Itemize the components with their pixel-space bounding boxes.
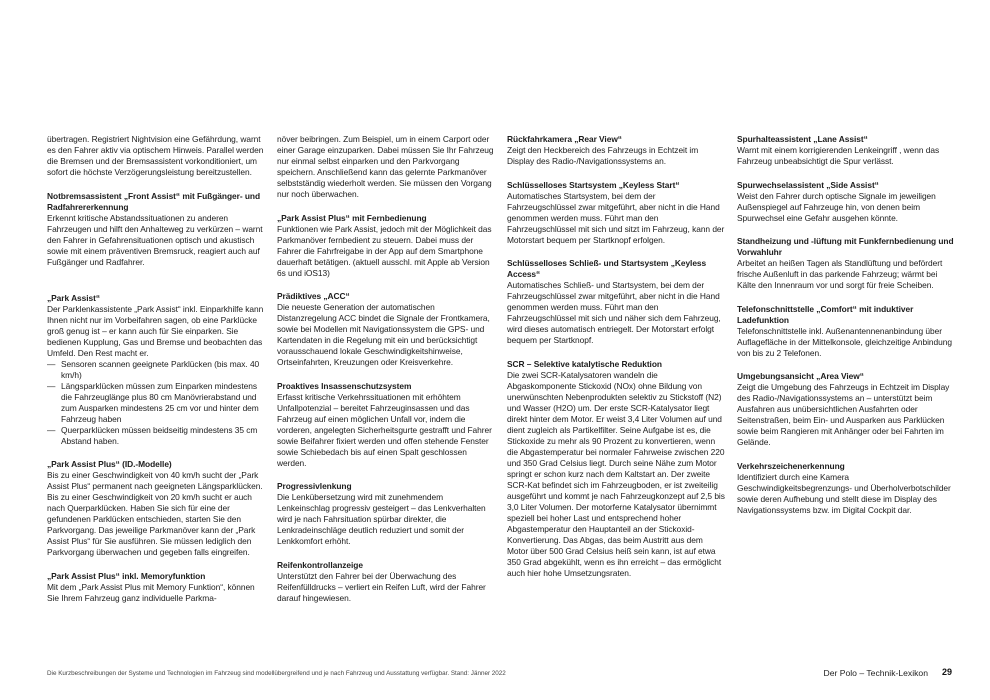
entry-auxiliary-heating: [737, 236, 955, 291]
entry-body: Erkennt kritische Abstandssituationen zu anderen Fahrzeugen und hilft den Anhalteweg zu verkürzen – warnt den Fahrer in Gefahrensituationen optisch und akustisch sowie mit einem präventiven Bremsruck, reagiert auch auf Fußgänger und Radfahrer.: [47, 212, 263, 267]
footer-disclaimer: Die Kurzbeschreibungen der Systeme und Technologien im Fahrzeug sind modellübergreifend und je nach Fahrzeug und Ausstattung verfügbar. Stand: Jänner 2022: [47, 670, 506, 677]
entry-traffic-sign-recognition: [737, 461, 955, 516]
entry-body: növer beibringen. Zum Beispiel, um in einem Carport oder einer Garage einzuparken. Dabei müssen Sie Ihr Fahrzeug nur einmal selbst einparken und den Parkvorgang speichern. Anschließend kann das gelernte Parkmanöver selbstständig wiederholt werden. Sie müssen den Vorgang nur noch überwachen.: [277, 134, 494, 199]
entry-progressive-steering: [277, 481, 495, 547]
entry-front-assist: [47, 191, 265, 268]
entry-predictive-acc: [277, 291, 495, 368]
entry-title: „Park Assist“: [47, 292, 101, 303]
entry-title: „Park Assist Plus“ inkl. Memoryfunktion: [47, 570, 206, 581]
entry-body: Telefonschnittstelle inkl. Außenantennenanbindung über Auflagefläche in der Mittelkonsole, gleichzeitige Anbindung von bis zu 2 Telefonen.: [737, 325, 952, 358]
entry-body: Automatisches Schließ- und Startsystem, bei dem der Fahrzeugschlüssel zwar mitgeführt, aber nicht in die Hand genommen werden muss. Führt man den Fahrzeugschlüssel mit sich und näher sich dem Fahrzeug, wird dieses automatisch entriegelt. Der Motorstart erfolgt bequem per Startknopf.: [507, 280, 721, 345]
entry-nightvision-continued: [47, 134, 265, 178]
entry-park-assist: [47, 293, 265, 447]
entry-title: Prädiktives „ACC“: [277, 291, 350, 301]
entry-body: Zeigt den Heckbereich des Fahrzeugs in Echtzeit im Display des Radio-/Navigationssystems an.: [507, 145, 699, 166]
entry-title: Schlüsselloses Schließ- und Startsystem „Keyless Access“: [507, 258, 707, 279]
entry-title: Telefonschnittstelle „Comfort“ mit induktiver Ladefunktion: [737, 303, 914, 325]
entry-phone-interface: [737, 304, 955, 359]
entry-body: Der Parklenkassistente „Park Assist“ inkl. Einparkhilfe kann Ihnen nicht nur im Vorbeifahren sagen, ob eine Parklücke groß genug ist – er kann auch für Sie einparken. Sie bedienen Kupplung, Gas und Bremse und beobachten das Umfeld. Den Rest macht er.: [47, 303, 264, 358]
entry-tyre-pressure-monitor: [277, 560, 495, 604]
bullet-item: — Sensoren scannen geeignete Parklücken (bis max. 40 km/h): [47, 358, 260, 380]
text-column-4: [737, 134, 955, 528]
entry-title: Spurwechselassistent „Side Assist“: [737, 179, 879, 190]
entry-title: „Park Assist Plus“ mit Fernbedienung: [277, 212, 427, 223]
entry-title: Spurhalteassistent „Lane Assist“: [737, 134, 868, 144]
entry-keyless-access: [507, 258, 725, 346]
entry-park-assist-plus-memory-continued: [277, 134, 495, 200]
entry-rear-view: [507, 134, 725, 167]
text-column-2: [277, 134, 495, 616]
entry-body: Erfasst kritische Verkehrssituationen mit erhöhtem Unfallpotenzial – bereitet Fahrzeuginsassen und das Fahrzeug auf einen möglichen Unfall vor, indem die vorderen, angelegten Sicherheitsgurte gestrafft und Fahrer sowie Beifahrer fixiert werden und offen stehende Fenster sowie Schiebedach bis auf einen Spalt geschlossen werden.: [277, 391, 492, 468]
entry-side-assist: [737, 180, 955, 224]
entry-title: Reifenkontrollanzeige: [277, 559, 363, 570]
entry-area-view: [737, 371, 955, 448]
entry-body: Die Lenkübersetzung wird mit zunehmendem Lenkeinschlag progressiv gesteigert – das Lenkverhalten wird je nach Fahrsituation spürbar direkter, die Lenkradeinschläge deutlich reduziert und somit der Lenkkomfort erhöht.: [277, 492, 486, 546]
entry-title: Rückfahrkamera „Rear View“: [507, 134, 622, 144]
entry-title: Standheizung und -lüftung mit Funkfernbedienung und Vorwahluhr: [737, 236, 954, 257]
entry-body: Funktionen wie Park Assist, jedoch mit der Möglichkeit das Parkmanöver fernbedient zu steuern. Dabei muss der Fahrer die Fahrfreigabe in der App auf dem Smartphone dauerhaft betätigen. (aktuell ausschl. mit Apple ab Version 6s und iOS13): [277, 223, 492, 278]
entry-keyless-start: [507, 180, 725, 246]
bullet-list: [47, 359, 265, 447]
entry-body: Automatisches Startsystem, bei dem der Fahrzeugschlüssel zwar mitgeführt, aber nicht in die Hand genommen werden muss. Führt man den Fahrzeugschlüssel mit sich und sitzt im Fahrzeug, kann der Motorstart bequem per Startknopf erfolgen.: [507, 190, 725, 245]
entry-body: Zeigt die Umgebung des Fahrzeugs in Echtzeit im Display des Radio-/Navigationssystems an – unterstützt beim Ausfahren aus unübersichtlichen Ausfahrten oder Seitenstraßen, beim Ein- und Ausparken aus Parklücken sowie beim Rangieren mit Anhänger oder bei Fahrten im Gelände.: [737, 382, 950, 447]
page-number: 29: [941, 667, 952, 677]
bullet-item: — Längsparklücken müssen zum Einparken mindestens die Fahrzeuglänge plus 80 cm Manövrierabstand und zum Ausparken mindestens 25 cm vor und hinter dem Fahrzeug haben: [47, 380, 259, 424]
entry-proactive-occupant-protection: [277, 381, 495, 469]
entry-body: Mit dem „Park Assist Plus mit Memory Funktion“, können Sie Ihrem Fahrzeug ganz individuelle Parkma-: [47, 581, 255, 603]
entry-title: SCR – Selektive katalytische Reduktion: [507, 358, 662, 369]
entry-park-assist-plus-id: [47, 459, 265, 558]
entry-title: Notbremsassistent „Front Assist“ mit Fußgänger- und Radfahrererkennung: [47, 190, 261, 212]
entry-body: Bis zu einer Geschwindigkeit von 40 km/h sucht der „Park Assist Plus“ permanent nach geeigneten Längsparklücken. Bis zu einer Geschwindigkeit von 20 km/h sucht er auch nach Querparklücken. Haben Sie sich für eine der gefundenen Parklücken entschieden, starten Sie den Parkvorgang. Das jeweilige Parkmanöver kann der „Park Assist Plus“ für Sie ausführen. Sie müssen lediglich den Parkvorgang überwachen und gegeben falls eingreifen.: [47, 470, 263, 557]
entry-body: übertragen. Registriert Nightvision eine Gefährdung, warnt es den Fahrer aktiv via optischem Hinweis. Parallel werden die Bremsen und der Bremsassistent vorkonditioniert, um sofort die höchste Verzögerungsleistung bereitzustellen.: [47, 134, 264, 177]
entry-park-assist-plus-memory: [47, 571, 265, 604]
entry-title: Verkehrszeichenerkennung: [737, 460, 845, 471]
entry-body: Unterstützt den Fahrer bei der Überwachung des Reifenfülldrucks – verliert ein Reifen Luft, wird der Fahrer darauf hingewiesen.: [277, 570, 486, 603]
entry-title: Proaktives Insassenschutzsystem: [277, 380, 412, 391]
entry-title: Schlüsselloses Startsystem „Keyless Start“: [507, 179, 680, 190]
text-column-1: [47, 134, 265, 616]
footer-publication-title: Der Polo – Technik-Lexikon: [823, 668, 928, 678]
entry-park-assist-plus-remote: [277, 213, 495, 279]
entry-body: Arbeitet an heißen Tagen als Standlüftung und befördert frische Außenluft in das parkende Fahrzeug; wärmt bei Kälte den Innenraum vor und sorgt für freie Scheiben.: [737, 258, 943, 290]
bullet-item: — Querparklücken müssen beidseitig mindestens 35 cm Abstand haben.: [47, 424, 258, 446]
entry-scr: [507, 359, 725, 579]
text-column-3: [507, 134, 725, 591]
entry-title: Progressivlenkung: [277, 481, 352, 491]
entry-lane-assist: [737, 134, 955, 167]
entry-body: Warnt mit einem korrigierenden Lenkeingriff , wenn das Fahrzeug unbeabsichtigt die Spur verlässt.: [737, 145, 940, 166]
entry-body: Identifiziert durch eine Kamera Geschwindigkeitsbegrenzungs- und Überholverbotschilder sowie deren Aufhebung und stellt diese im Display des Navigationssystems bzw. im Digital Cockpit dar.: [737, 471, 951, 515]
entry-body: Weist den Fahrer durch optische Signale im jeweiligen Außenspiegel auf Fahrzeuge hin, von denen beim Spurwechsel eine Gefahr ausgehen könnte.: [737, 190, 936, 223]
entry-title: Umgebungsansicht „Area View“: [737, 371, 864, 381]
entry-title: „Park Assist Plus“ (ID.-Modelle): [47, 459, 172, 469]
entry-body: Die neueste Generation der automatischen Distanzregelung ACC bindet die Signale der Frontkamera, sowie bei Modellen mit Navigationssystem die GPS- und Kartendaten in die Regelung mit ein und berücksichtigt vorausschauend lokale Geschwindigkeitshinweise, Ortseinfahrten, Kreuzungen oder Kreisverkehre.: [277, 302, 490, 367]
entry-body: Die zwei SCR-Katalysatoren wandeln die Abgaskomponente Stickoxid (NOx) ohne Bildung von unerwünschten Nebenprodukten selektiv zu Stickstoff (N2) und Wasser (H2O) um. Der erste SCR-Katalysator liegt direkt hinter dem Motor. Er weist 3,4 Liter Volumen auf und dient zugleich als Partikelfilter. Seine Aufgabe ist es, die Stickoxide zu mehr als 90 Prozent zu konvertieren, wenn die Abgastemperatur bei normaler Fahrweise zwischen 220 und 350 Grad Celsius liegt. Durch seine Nähe zum Motor springt er schon kurz nach dem Kaltstart an. Der zweite SCR-Kat befindet sich im Fahrzeugboden, er ist zweiteilig ausgeführt und kommt je nach Fahrzeugkonzept auf 2,5 bis 3,0 Liter Volumen. Der motorferne Katalysator übernimmt speziell bei hoher Last und entsprechend hoher Abgastemperatur den Hauptanteil an der Stickoxid-Konvertierung. Das Abgas, das beim Austritt aus dem Motor über 500 Grad Celsius heiß sein kann, ist auf etwa 350 Grad abgekühlt, wenn es ihn erreicht – das ermöglicht auch hier hohe Umsetzungsraten.: [507, 369, 725, 578]
